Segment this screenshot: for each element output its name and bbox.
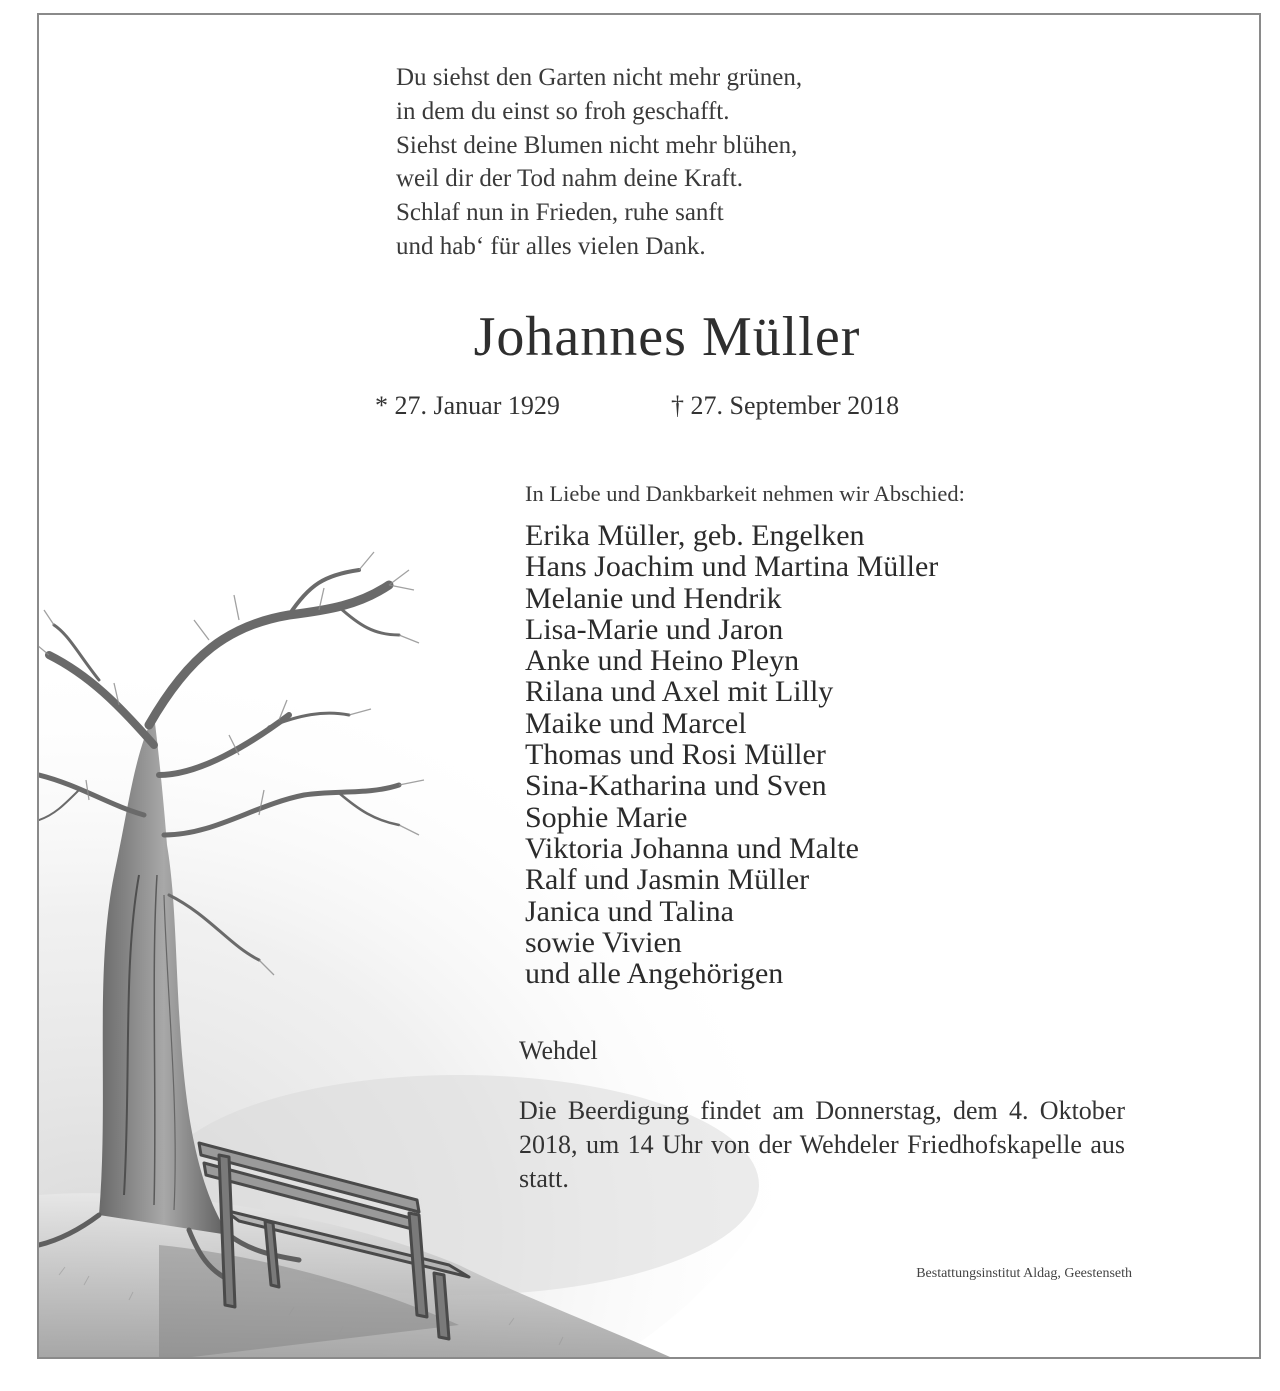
mourner-item: Erika Müller, geb. Engelken <box>525 519 865 552</box>
poem-line: Schlaf nun in Frieden, ruhe sanft <box>396 199 724 227</box>
mourner-item: sowie Vivien <box>525 925 682 959</box>
farewell-intro: In Liebe und Dankbarkeit nehmen wir Abschied: <box>525 481 965 506</box>
mourner-item: Sophie Marie <box>525 800 688 834</box>
obituary-frame <box>37 13 1261 1359</box>
mourner-item: Ralf und Jasmin Müller <box>525 863 810 897</box>
poem-line: Siehst deine Blumen nicht mehr blühen, <box>396 131 798 159</box>
funeral-notice: Die Beerdigung findet am Donnerstag, dem 4. Oktober 2018, um 14 Uhr von der Wehdeler Friedhofskapelle aus statt. <box>519 1096 1125 1193</box>
mourners-list <box>525 520 938 989</box>
mourner-item: Sina-Katharina und Sven <box>525 769 827 803</box>
mourner-item: Thomas und Rosi Müller <box>525 738 826 772</box>
mourner-item: Janica und Talina <box>525 894 734 928</box>
mourner-item: Rilana und Axel mit Lilly <box>525 675 834 709</box>
mourner-item: Lisa-Marie und Jaron <box>525 612 784 646</box>
deceased-name: Johannes Müller <box>473 306 861 368</box>
undertaker-credit: Bestattungsinstitut Aldag, Geestenseth <box>916 1266 1132 1281</box>
death-date: † 27. September 2018 <box>671 391 900 420</box>
poem-line: in dem du einst so froh geschafft. <box>396 97 730 125</box>
poem-line: Du siehst den Garten nicht mehr grünen, <box>396 64 803 91</box>
mourner-item: Viktoria Johanna und Malte <box>525 831 859 865</box>
mourner-item: und alle Angehörigen <box>525 957 784 991</box>
poem-line: und hab‘ für alles vielen Dank. <box>396 232 706 260</box>
place-name: Wehdel <box>519 1036 598 1065</box>
poem <box>396 61 802 264</box>
mourner-item: Anke und Heino Pleyn <box>525 644 800 678</box>
mourner-item: Maike und Marcel <box>525 706 747 740</box>
mourner-item: Melanie und Hendrik <box>525 581 782 615</box>
mourner-item: Hans Joachim und Martina Müller <box>525 550 939 584</box>
poem-line: weil dir der Tod nahm deine Kraft. <box>396 165 743 193</box>
birth-date: * 27. Januar 1929 <box>375 391 560 420</box>
